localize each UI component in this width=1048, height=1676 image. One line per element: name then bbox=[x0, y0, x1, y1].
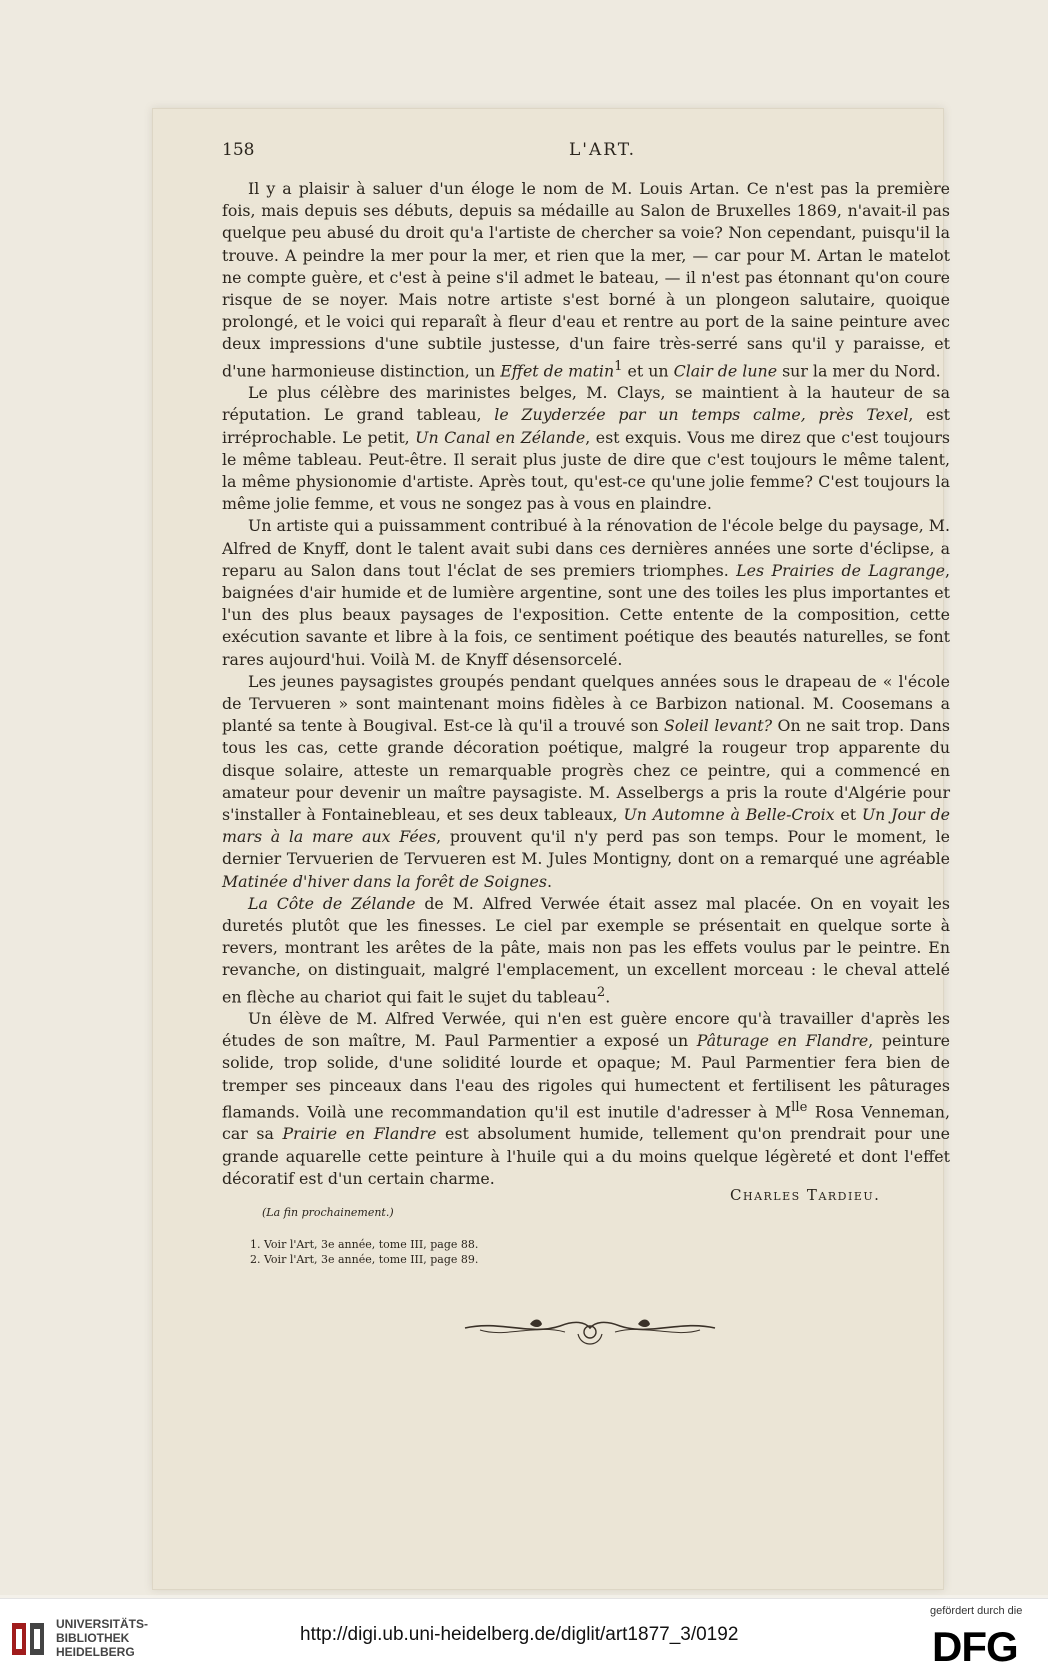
paragraph: Le plus célèbre des marinistes belges, M. Clays, se maintient à la hauteur de sa réputation. Le grand tableau, le Zuyderzée par un temps calme, près Texel, est irréprochable. Le petit, Un Canal en Zélande, est exquis. Vous me direz que c'est toujours le même tableau. Peut-être. Il serait plus juste de dire que c'est toujours le même talent, la même physionomie d'artiste. Après tout, qu'est-ce qu'une jolie femme? C'est toujours la même jolie femme, et vous ne songez pas à vous en plaindre. bbox=[222, 383, 950, 514]
running-head: L'ART. bbox=[569, 140, 636, 160]
footnote: 1. Voir l'Art, 3e année, tome III, page 88. bbox=[250, 1238, 479, 1251]
decorative-ornament bbox=[460, 1310, 720, 1346]
paragraph: Il y a plaisir à saluer d'un éloge le nom de M. Louis Artan. Ce n'est pas la première fois, mais depuis ses débuts, depuis sa médaille au Salon de Bruxelles 1869, n'avait-il pas quelque peu abusé du droit qu'a l'artiste de chercher sa voie? Non cependant, puisqu'il la trouve. A peindre la mer pour la mer, et rien que la mer, — car pour M. Artan le matelot ne compte guère, et c'est à peine s'il admet le bateau, — il n'est pas étonnant qu'on coure risque de se noyer. Mais notre artiste s'est borné à un plongeon salutaire, quoique prolongé, et le voici qui reparaît à fleur d'eau et rentre au port de la saine peinture avec deux impressions d'une subtile justesse, d'un faire très-serré sans qu'il y paraisse, et d'une harmonieuse distinction, un Effet de matin$^1$ et un Clair de lune sur la mer du Nord. bbox=[222, 179, 950, 380]
library-logo-icon bbox=[10, 1619, 46, 1659]
viewer-footer bbox=[0, 1598, 1048, 1676]
page-number: 158 bbox=[222, 140, 255, 160]
paragraph: Un artiste qui a puissamment contribué à la rénovation de l'école belge du paysage, M. Alfred de Knyff, dont le talent avait subi dans ces dernières années une sorte d'éclipse, a reparu au Salon dans tout l'éclat de ses premiers triomphes. Les Prairies de Lagrange, baignées d'air humide et de lumière argentine, sont une des toiles les plus importantes et l'un des plus beaux paysages de l'exposition. Cette entente de la composition, cette exécution savante et libre à la fois, ce sentiment poétique des beautés naturelles, se font rares aujourd'hui. Voilà M. de Knyff désensorcelé. bbox=[222, 516, 950, 669]
paragraph: Un élève de M. Alfred Verwée, qui n'en est guère encore qu'à travailler d'après les études de son maître, M. Paul Parmentier a exposé un Pâturage en Flandre, peinture solide, trop solide, d'une solidité lourde et opaque; M. Paul Parmentier fera bien de tremper ses pinceaux dans l'eau des rigoles qui humectent et fertilisent les pâturages flamands. Voilà une recommandation qu'il est inutile d'adresser à $M^{lle}$ Rosa Venneman, car sa Prairie en Flandre est absolument humide, tellement qu'on prendrait pour une grande aquarelle cette peinture à l'huile qui a du moins quelque légèreté et dont l'effet décoratif est d'un certain charme. bbox=[222, 1009, 950, 1188]
paragraph: La Côte de Zélande de M. Alfred Verwée était assez mal placée. On en voyait les duretés plutôt que les finesses. Le ciel par exemple se présentait en quelque sorte à revers, montrant les arêtes de la pâte, mais non pas les effets voulus par le peintre. En revanche, on distinguait, malgré l'emplacement, un excellent morceau : le cheval attelé en flèche au chariot qui fait le sujet du tableau$^2$. bbox=[222, 893, 950, 1006]
funding-label: gefördert durch die bbox=[930, 1605, 1023, 1617]
continuation-note: (La fin prochainement.) bbox=[262, 1206, 394, 1219]
library-name: UNIVERSITÄTS- BIBLIOTHEK HEIDELBERG bbox=[56, 1617, 149, 1659]
author-signature: Charles Tardieu. bbox=[730, 1186, 881, 1204]
footnote: 2. Voir l'Art, 3e année, tome III, page 89. bbox=[250, 1253, 479, 1266]
footnotes bbox=[250, 1237, 478, 1267]
article-body bbox=[222, 178, 950, 1190]
dfg-logo: DFG bbox=[932, 1623, 1018, 1670]
paragraph: Les jeunes paysagistes groupés pendant quelques années sous le drapeau de « l'école de Tervueren » sont maintenant moins fidèles à ce Barbizon national. M. Coosemans a planté sa tente à Bougival. Est-ce là qu'il a trouvé son Soleil levant? On ne sait trop. Dans tous les cas, cette grande décoration poétique, malgré la rougeur trop apparente du disque solaire, atteste un remarquable progrès chez ce peintre, qui a commencé en amateur pour devenir un maître paysagiste. M. Asselbergs a pris la route d'Algérie pour s'installer à Fontainebleau, et ses deux tableaux, Un Automne à Belle-Croix et Un Jour de mars à la mare aux Fées, prouvent qu'il n'y perd pas son temps. Pour le moment, le dernier Tervuerien de Tervueren est M. Jules Montigny, dont on a remarqué une agréable Matinée d'hiver dans la forêt de Soignes. bbox=[222, 671, 951, 891]
permalink-url[interactable]: http://digi.ub.uni-heidelberg.de/diglit/art1877_3/0192 bbox=[300, 1624, 739, 1645]
